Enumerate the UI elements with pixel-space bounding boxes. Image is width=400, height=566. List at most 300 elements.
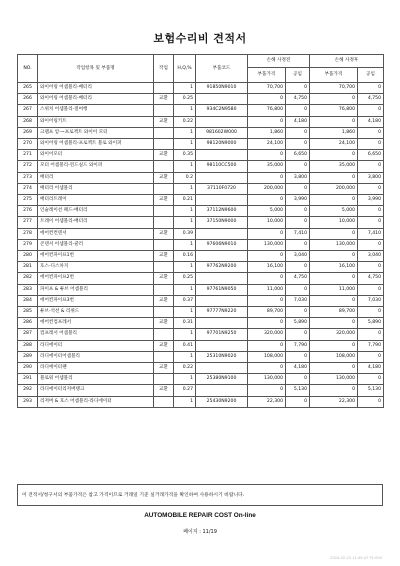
row-after-labor: 4,180 (358, 363, 384, 374)
row-before-labor: 0 (286, 206, 310, 217)
row-item-name: 라디에이터어셈블리 (38, 351, 154, 362)
row-before-part-price: 89,700 (248, 307, 286, 318)
row-before-labor: 0 (286, 284, 310, 295)
row-hq: 1 (174, 127, 196, 138)
row-no: 288 (18, 340, 38, 351)
table-row (18, 396, 384, 407)
row-before-labor: 4,180 (286, 116, 310, 127)
row-no: 280 (18, 251, 38, 262)
row-item-name: 와이어모터 (38, 150, 154, 161)
table-row (18, 195, 384, 206)
row-part-code: 97777N9220 (196, 307, 248, 318)
row-work-type: 교환 (154, 251, 174, 262)
table-row (18, 183, 384, 194)
row-no: 291 (18, 374, 38, 385)
row-before-part-price: 5,000 (248, 206, 286, 217)
row-no: 281 (18, 262, 38, 273)
row-before-part-price: 70,700 (248, 83, 286, 94)
row-no: 273 (18, 172, 38, 183)
row-work-type (154, 183, 174, 194)
row-work-type: 교환 (154, 385, 174, 396)
row-no: 268 (18, 116, 38, 127)
row-no: 276 (18, 206, 38, 217)
row-before-part-price: 0 (248, 116, 286, 127)
table-row (18, 363, 384, 374)
row-before-part-price: 22,300 (248, 396, 286, 407)
row-after-part-price: 0 (310, 116, 358, 127)
row-part-code (196, 94, 248, 105)
row-hq: 1 (174, 217, 196, 228)
row-work-type (154, 83, 174, 94)
table-row (18, 116, 384, 127)
row-work-type (154, 105, 174, 116)
row-no: 285 (18, 307, 38, 318)
row-work-type: 교환 (154, 116, 174, 127)
row-hq: 1 (174, 206, 196, 217)
row-item-name: 와이어링 어셈블리-프로젝트 블로 와이퍼 (38, 139, 154, 150)
row-before-labor: 5,130 (286, 385, 310, 396)
row-before-part-price: 0 (248, 228, 286, 239)
row-hq: 0.37 (174, 295, 196, 306)
row-no: 282 (18, 273, 38, 284)
row-no: 274 (18, 183, 38, 194)
row-after-labor: 0 (358, 139, 384, 150)
row-after-part-price: 130,000 (310, 374, 358, 385)
table-row (18, 139, 384, 150)
row-before-part-price: 0 (248, 385, 286, 396)
table-row (18, 340, 384, 351)
before-part-price-header: 부품가격 (248, 68, 286, 83)
row-before-labor: 4,750 (286, 273, 310, 284)
row-after-part-price: 16,100 (310, 262, 358, 273)
row-part-code: 97606N9010 (196, 239, 248, 250)
row-no: 292 (18, 385, 38, 396)
before-adjustment-header: 손해 사정전 (248, 55, 310, 68)
row-work-type (154, 161, 174, 172)
row-work-type (154, 262, 174, 273)
table-row (18, 217, 384, 228)
row-before-labor: 0 (286, 351, 310, 362)
table-row (18, 105, 384, 116)
row-hq: 1 (174, 262, 196, 273)
row-work-type: 교환 (154, 318, 174, 329)
row-after-part-price: 89,700 (310, 307, 358, 318)
row-before-labor: 4,750 (286, 94, 310, 105)
row-after-part-price: 70,700 (310, 83, 358, 94)
footer-brand: AUTOMOBILE REPAIR COST On-line (144, 512, 256, 519)
row-part-code (196, 318, 248, 329)
row-before-part-price: 35,000 (248, 161, 286, 172)
row-part-code (196, 273, 248, 284)
row-after-labor: 0 (358, 217, 384, 228)
row-after-part-price: 76,800 (310, 105, 358, 116)
row-part-code (196, 385, 248, 396)
row-before-part-price: 0 (248, 251, 286, 262)
row-item-name: 스위치 어셈블리-절여행 (38, 105, 154, 116)
row-before-part-price: 130,000 (248, 374, 286, 385)
row-after-part-price: 35,000 (310, 161, 358, 172)
row-no: 293 (18, 396, 38, 407)
row-no: 283 (18, 284, 38, 295)
row-before-part-price: 1,860 (248, 127, 286, 138)
row-work-type: 교환 (154, 228, 174, 239)
row-item-name: 호스-디스차지 (38, 262, 154, 273)
row-before-labor: 5,890 (286, 318, 310, 329)
col-code-header: 부품코드 (196, 55, 248, 83)
row-work-type (154, 396, 174, 407)
table-row (18, 239, 384, 250)
row-no: 290 (18, 363, 38, 374)
row-part-code: 25380N9100 (196, 374, 248, 385)
row-part-code (196, 251, 248, 262)
row-hq: 1 (174, 83, 196, 94)
row-work-type (154, 307, 174, 318)
table-row (18, 284, 384, 295)
row-before-labor: 0 (286, 183, 310, 194)
table-row (18, 329, 384, 340)
row-work-type (154, 239, 174, 250)
row-after-part-price: 130,000 (310, 239, 358, 250)
row-item-name: 에어컨파이프1번 (38, 251, 154, 262)
row-no: 271 (18, 150, 38, 161)
row-before-labor: 0 (286, 329, 310, 340)
row-hq: 0.35 (174, 150, 196, 161)
row-after-labor: 3,800 (358, 172, 384, 183)
row-work-type (154, 284, 174, 295)
row-hq: 0.21 (174, 195, 196, 206)
row-after-labor: 3,040 (358, 251, 384, 262)
row-hq: 0.22 (174, 116, 196, 127)
row-part-code: 25310N9020 (196, 351, 248, 362)
after-part-price-header: 부품가격 (310, 68, 358, 83)
row-part-code (196, 195, 248, 206)
row-part-code: 91850N9010 (196, 83, 248, 94)
row-after-part-price: 0 (310, 340, 358, 351)
row-after-labor: 3,990 (358, 195, 384, 206)
row-item-name: 와이어링키트 (38, 116, 154, 127)
table-body (18, 83, 384, 408)
row-part-code: 934C2N9580 (196, 105, 248, 116)
row-part-code: 37110F0720 (196, 183, 248, 194)
row-after-part-price: 200,000 (310, 183, 358, 194)
estimate-table (17, 54, 384, 408)
row-before-labor: 3,800 (286, 172, 310, 183)
row-after-part-price: 0 (310, 363, 358, 374)
document-title: 보험수리비 견적서 (153, 32, 247, 45)
table-row (18, 307, 384, 318)
row-hq: 0.25 (174, 273, 196, 284)
row-before-labor: 7,410 (286, 228, 310, 239)
row-no: 266 (18, 94, 38, 105)
row-part-code (196, 172, 248, 183)
row-before-labor: 6,650 (286, 150, 310, 161)
row-no: 278 (18, 228, 38, 239)
row-before-part-price: 10,000 (248, 217, 286, 228)
row-item-name: 모터 어셈블리-윈드실드 와이퍼 (38, 161, 154, 172)
row-after-labor: 7,790 (358, 340, 384, 351)
row-after-labor: 0 (358, 127, 384, 138)
row-hq: 0.31 (174, 318, 196, 329)
row-work-type: 교환 (154, 340, 174, 351)
row-work-type (154, 217, 174, 228)
row-before-part-price: 76,800 (248, 105, 286, 116)
row-hq: 0.41 (174, 340, 196, 351)
row-no: 279 (18, 239, 38, 250)
row-work-type: 교환 (154, 273, 174, 284)
row-part-code: 97762N9200 (196, 262, 248, 273)
row-after-labor: 0 (358, 307, 384, 318)
row-hq: 0.22 (174, 363, 196, 374)
row-before-part-price: 320,000 (248, 329, 286, 340)
after-adjustment-header: 손해 사정후 (310, 55, 384, 68)
row-before-part-price: 0 (248, 94, 286, 105)
table-row (18, 94, 384, 105)
row-before-part-price: 108,000 (248, 351, 286, 362)
row-after-labor: 0 (358, 105, 384, 116)
row-item-name: 리저버 & 호스 어셈블리-라디에이터 (38, 396, 154, 407)
row-part-code (196, 295, 248, 306)
table-row (18, 161, 384, 172)
row-no: 286 (18, 318, 38, 329)
row-after-labor: 0 (358, 206, 384, 217)
row-after-part-price: 0 (310, 94, 358, 105)
row-hq: 1 (174, 396, 196, 407)
row-after-part-price: 0 (310, 295, 358, 306)
row-item-name: 크램프 암-~프로젝트 와이어 모터 (38, 127, 154, 138)
row-part-code: 98120N9000 (196, 139, 248, 150)
row-no: 265 (18, 83, 38, 94)
row-after-part-price: 0 (310, 172, 358, 183)
row-part-code: 97701N9250 (196, 329, 248, 340)
table-row (18, 172, 384, 183)
table-row (18, 351, 384, 362)
table-row (18, 273, 384, 284)
row-hq: 1 (174, 139, 196, 150)
row-before-labor: 7,030 (286, 295, 310, 306)
row-item-name: 튜브-석션 & 리퀴드 (38, 307, 154, 318)
row-before-part-price: 0 (248, 172, 286, 183)
row-no: 269 (18, 127, 38, 138)
row-before-part-price: 24,100 (248, 139, 286, 150)
row-item-name: 트레이 어셈블리-배터리 (38, 217, 154, 228)
row-after-labor: 7,410 (358, 228, 384, 239)
row-work-type: 교환 (154, 363, 174, 374)
row-before-labor: 0 (286, 139, 310, 150)
row-before-part-price: 0 (248, 273, 286, 284)
row-part-code: 25430N9200 (196, 396, 248, 407)
row-after-labor: 6,650 (358, 150, 384, 161)
row-after-part-price: 0 (310, 251, 358, 262)
table-row (18, 150, 384, 161)
row-part-code: 37112N9600 (196, 206, 248, 217)
row-before-part-price: 0 (248, 150, 286, 161)
row-after-part-price: 0 (310, 385, 358, 396)
row-hq: 0.25 (174, 94, 196, 105)
row-item-name: 블로워 어셈블리 (38, 374, 154, 385)
row-item-name: 에어컨파이프3번 (38, 295, 154, 306)
table-row (18, 385, 384, 396)
row-after-part-price: 0 (310, 228, 358, 239)
col-no-header: NO. (18, 55, 38, 83)
row-before-part-price: 0 (248, 295, 286, 306)
col-hqty-header: H,Q,% (174, 55, 196, 83)
row-part-code (196, 116, 248, 127)
row-after-part-price: 24,100 (310, 139, 358, 150)
row-after-labor: 0 (358, 374, 384, 385)
table-row (18, 295, 384, 306)
row-after-part-price: 108,000 (310, 351, 358, 362)
row-after-labor: 0 (358, 329, 384, 340)
row-after-part-price: 0 (310, 273, 358, 284)
row-after-labor: 5,130 (358, 385, 384, 396)
row-after-labor: 0 (358, 284, 384, 295)
row-after-part-price: 0 (310, 318, 358, 329)
row-work-type (154, 139, 174, 150)
row-hq: 1 (174, 284, 196, 295)
table-row (18, 262, 384, 273)
row-after-labor: 0 (358, 83, 384, 94)
table-row (18, 374, 384, 385)
price-disclaimer: 이 견적서/청구서의 부품가격은 참고 가격이므로 거래일 기준 실거래가격을 확인하여 사용하시기 바랍니다. (17, 484, 383, 506)
row-hq: 1 (174, 329, 196, 340)
row-before-labor: 3,040 (286, 251, 310, 262)
row-after-part-price: 1,860 (310, 127, 358, 138)
row-after-labor: 4,180 (358, 116, 384, 127)
row-before-labor: 0 (286, 127, 310, 138)
row-hq: 0.27 (174, 385, 196, 396)
row-before-labor: 7,790 (286, 340, 310, 351)
row-before-labor: 0 (286, 105, 310, 116)
row-after-labor: 7,030 (358, 295, 384, 306)
row-hq: 1 (174, 183, 196, 194)
row-before-labor: 0 (286, 307, 310, 318)
row-work-type: 교환 (154, 295, 174, 306)
row-before-part-price: 16,100 (248, 262, 286, 273)
row-hq: 0.39 (174, 228, 196, 239)
row-item-name: 라디에이터 (38, 340, 154, 351)
row-work-type (154, 374, 174, 385)
print-stamp: 2024-02-23 11:45:47 P1:000 (330, 556, 382, 560)
row-after-part-price: 10,000 (310, 217, 358, 228)
row-no: 267 (18, 105, 38, 116)
row-before-part-price: 0 (248, 340, 286, 351)
row-part-code (196, 363, 248, 374)
row-after-part-price: 5,000 (310, 206, 358, 217)
row-before-part-price: 11,000 (248, 284, 286, 295)
row-after-labor: 0 (358, 239, 384, 250)
row-item-name: 에어컨컴프레서 (38, 318, 154, 329)
row-work-type (154, 329, 174, 340)
row-hq: 0.2 (174, 172, 196, 183)
before-labor-header: 공임 (286, 68, 310, 83)
row-no: 275 (18, 195, 38, 206)
row-part-code: 981602W000 (196, 127, 248, 138)
row-before-labor: 0 (286, 83, 310, 94)
row-after-labor: 4,750 (358, 94, 384, 105)
row-hq: 1 (174, 374, 196, 385)
row-item-name: 배터리 어셈블리 (38, 183, 154, 194)
row-hq: 1 (174, 105, 196, 116)
row-after-labor: 5,890 (358, 318, 384, 329)
row-before-labor: 4,180 (286, 363, 310, 374)
row-work-type: 교환 (154, 150, 174, 161)
row-item-name: 배터리트레이 (38, 195, 154, 206)
table-row (18, 127, 384, 138)
row-before-labor: 0 (286, 239, 310, 250)
row-work-type: 교환 (154, 195, 174, 206)
row-after-labor: 0 (358, 161, 384, 172)
row-hq: 1 (174, 239, 196, 250)
table-row (18, 251, 384, 262)
row-before-labor: 0 (286, 396, 310, 407)
row-after-labor: 0 (358, 183, 384, 194)
row-part-code (196, 340, 248, 351)
table-row (18, 228, 384, 239)
row-work-type: 교환 (154, 172, 174, 183)
col-work-header: 작업 (154, 55, 174, 83)
row-before-labor: 0 (286, 217, 310, 228)
row-before-labor: 0 (286, 161, 310, 172)
row-item-name: 배터리 (38, 172, 154, 183)
row-before-labor: 0 (286, 374, 310, 385)
row-before-part-price: 0 (248, 318, 286, 329)
row-item-name: 와이어링 어셈블리-배터리 (38, 94, 154, 105)
row-after-labor: 0 (358, 351, 384, 362)
row-after-part-price: 0 (310, 150, 358, 161)
row-hq: 1 (174, 307, 196, 318)
row-no: 287 (18, 329, 38, 340)
row-after-part-price: 11,000 (310, 284, 358, 295)
row-after-part-price: 320,000 (310, 329, 358, 340)
row-no: 270 (18, 139, 38, 150)
row-no: 277 (18, 217, 38, 228)
table-row (18, 318, 384, 329)
table-row (18, 206, 384, 217)
row-no: 284 (18, 295, 38, 306)
row-item-name: 와이어링 어셈블리-배터리 (38, 83, 154, 94)
row-before-labor: 0 (286, 262, 310, 273)
row-item-name: 라디에이터리저버탱크 (38, 385, 154, 396)
page-number: 페이지 : 11/19 (183, 529, 217, 535)
row-hq: 1 (174, 351, 196, 362)
row-after-part-price: 22,300 (310, 396, 358, 407)
row-after-labor: 0 (358, 262, 384, 273)
row-work-type (154, 351, 174, 362)
row-work-type: 교환 (154, 94, 174, 105)
row-item-name: 에어컨파이프2번 (38, 273, 154, 284)
row-hq: 0.16 (174, 251, 196, 262)
col-item-header: 작업항목 및 부품명 (38, 55, 154, 83)
row-before-part-price: 130,000 (248, 239, 286, 250)
row-work-type (154, 206, 174, 217)
row-after-part-price: 0 (310, 195, 358, 206)
row-work-type (154, 127, 174, 138)
row-part-code (196, 228, 248, 239)
row-item-name: 라디에이터팬 (38, 363, 154, 374)
row-item-name: 에어컨컨덴서 (38, 228, 154, 239)
row-before-part-price: 200,000 (248, 183, 286, 194)
row-before-part-price: 0 (248, 363, 286, 374)
row-item-name: 파이프 & 튜브 어셈블리 (38, 284, 154, 295)
after-labor-header: 공임 (358, 68, 384, 83)
row-before-part-price: 0 (248, 195, 286, 206)
row-no: 272 (18, 161, 38, 172)
row-hq: 1 (174, 161, 196, 172)
row-part-code: 97761N9050 (196, 284, 248, 295)
row-after-labor: 4,750 (358, 273, 384, 284)
row-no: 289 (18, 351, 38, 362)
row-item-name: 컴프레서 어셈블리 (38, 329, 154, 340)
